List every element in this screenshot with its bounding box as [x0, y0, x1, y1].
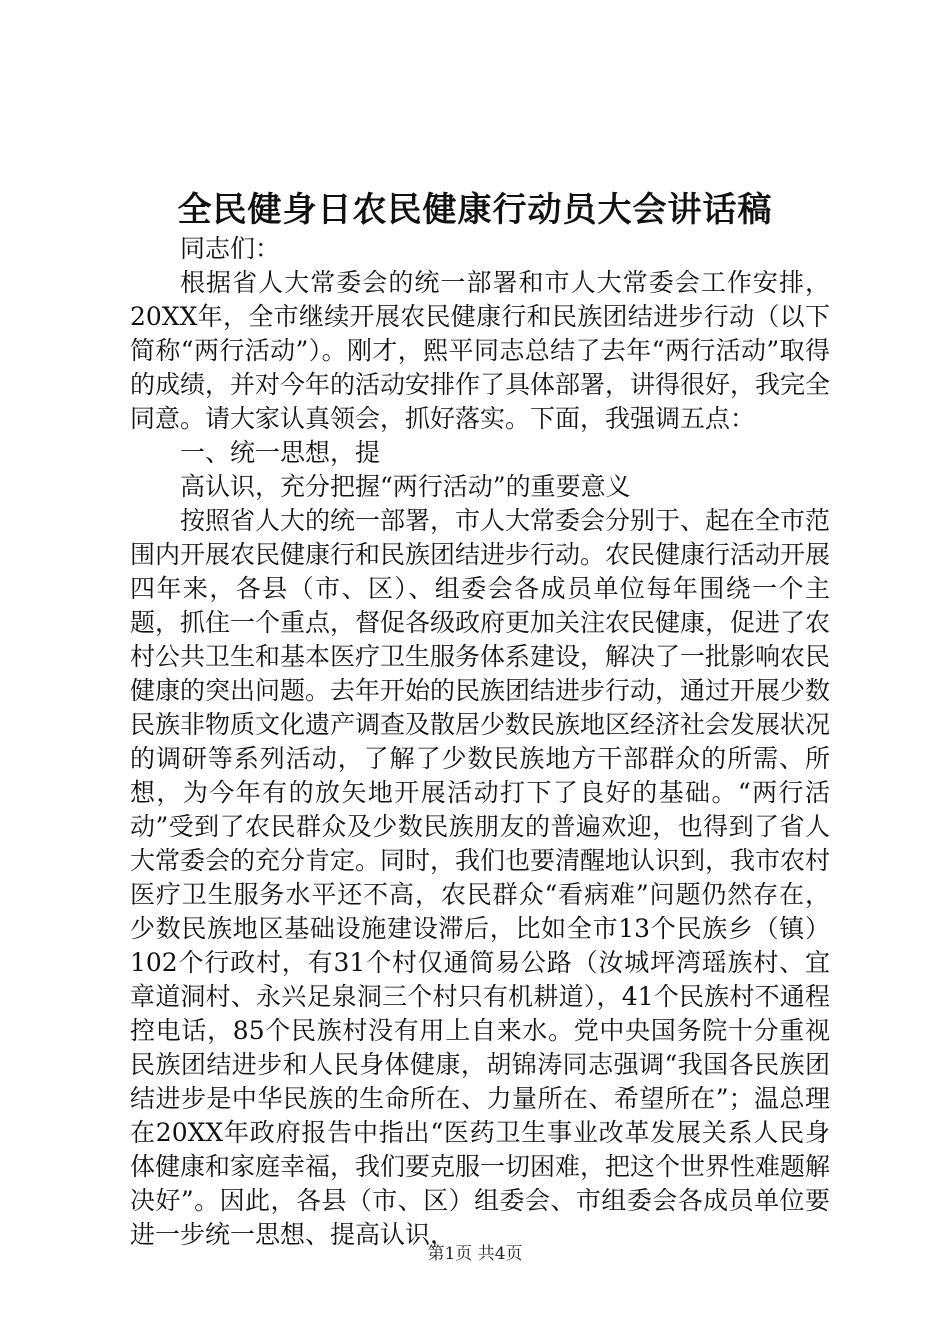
document-title: 全民健身日农民健康行动员大会讲话稿	[177, 190, 773, 230]
intro-paragraph: 根据省人大常委会的统一部署和市人大常委会工作安排，20XX年，全市继续开展农民健康行和民族团结进步行动（以下简称“两行活动”）。刚才，熙平同志总结了去年“两行活动”取得的成绩，并对今年的活动安排作了具体部署，讲得很好，我完全同意。请大家认真领会，抓好落实。下面，我强调五点：	[130, 268, 831, 433]
page-indicator: 第1页 共4页	[427, 1244, 523, 1264]
body-paragraph: 按照省人大的统一部署，市人大常委会分别于、起在全市范围内开展农民健康行和民族团结进步行动。农民健康行活动开展四年来，各县（市、区）、组委会各成员单位每年围绕一个主题，抓住一个重点，督促各级政府更加关注农民健康，促进了农村公共卫生和基本医疗卫生服务体系建设，解决了一批影响农民健康的突出问题。去年开始的民族团结进步行动，通过开展少数民族非物质文化遗产调查及散居少数民族地区经济社会发展状况的调研等系列活动，了解了少数民族地方干部群众的所需、所想，为今年有的放矢地开展活动打下了良好的基础。“两行活动”受到了农民群众及少数民族朋友的普遍欢迎，也得到了省人大常委会的充分肯定。同时，我们也要清醒地认识到，我市农村医疗卫生服务水平还不高，农民群众“看病难”问题仍然存在，少数民族地区基础设施建设滞后，比如全市13个民族乡（镇）102个行政村，有31个村仅通简易公路（汝城坪湾瑶族村、宜章道洞村、永兴足泉洞三个村只有机耕道），41个民族村不通程控电话，85个民族村没有用上自来水。党中央国务院十分重视民族团结进步和人民身体健康，胡锦涛同志强调“我国各民族团结进步是中华民族的生命所在、力量所在、希望所在”；温总理在20XX年政府报告中指出“医药卫生事业改革发展关系人民身体健康和家庭幸福，我们要克服一切困难，把这个世界性难题解决好”。因此，各县（市、区）组委会、市组委会各成员单位要进一步统一思想、提高认识，	[130, 506, 831, 1249]
section-heading-part-2: 高认识，充分把握“两行活动”的重要意义	[180, 472, 631, 501]
salutation-paragraph: 同志们：	[180, 234, 281, 263]
section-heading-part-1: 一、统一思想，提	[180, 438, 381, 467]
document-body	[130, 232, 830, 1252]
